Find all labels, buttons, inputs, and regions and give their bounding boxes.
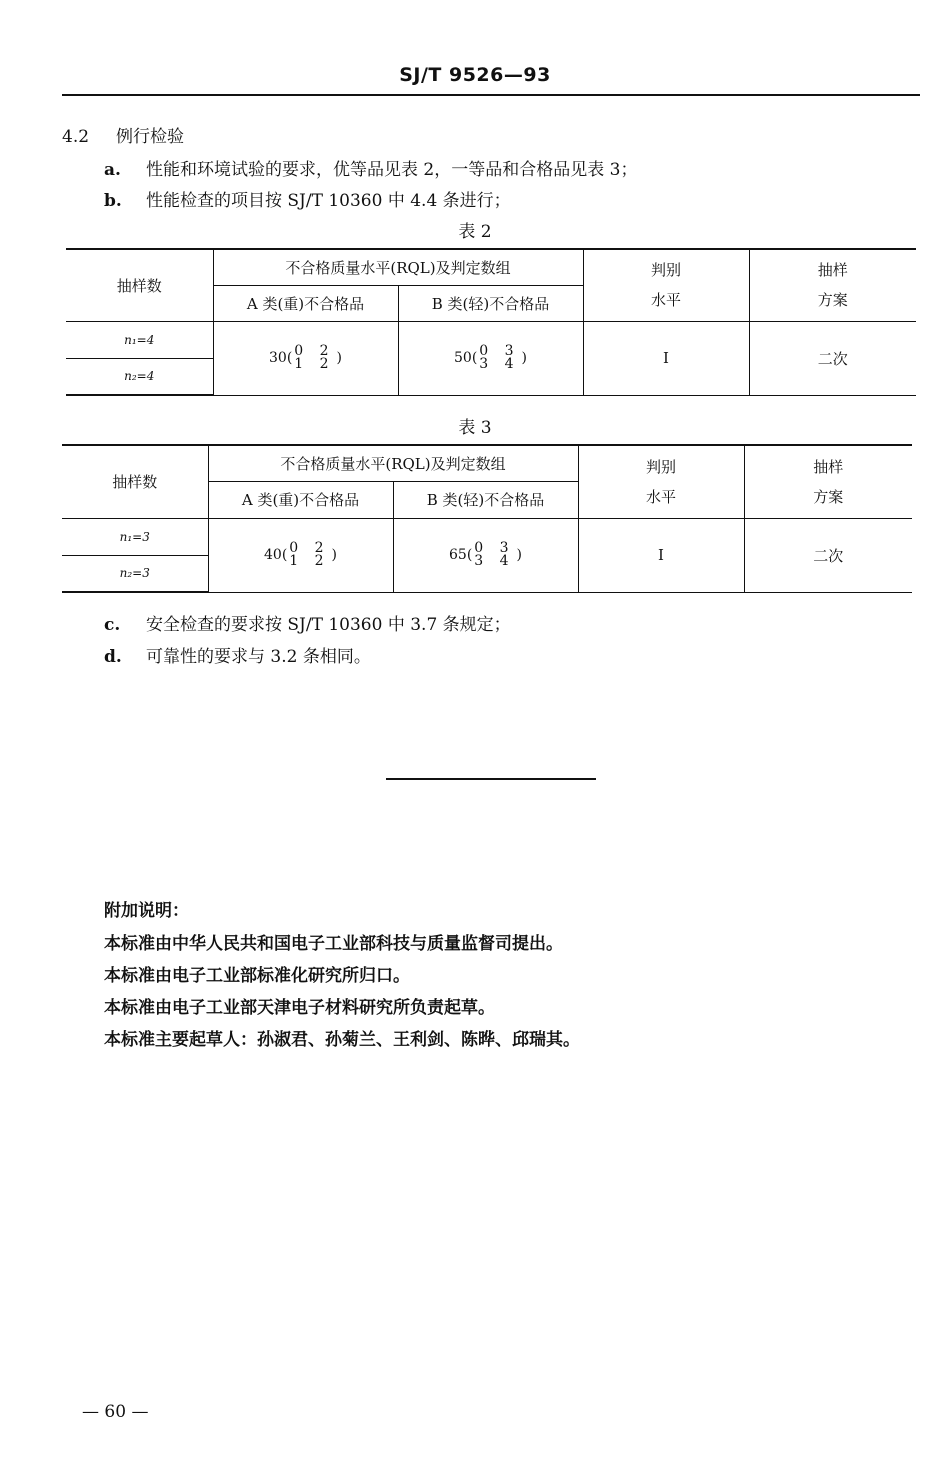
class-a-row1: 0 2 bbox=[294, 343, 335, 359]
section-number: 4.2 bbox=[62, 127, 90, 147]
header-plan-line2: 方案 bbox=[813, 487, 844, 506]
table-2 bbox=[66, 248, 916, 396]
header-level bbox=[583, 249, 749, 321]
header-rql: 不合格质量水平(RQL)及判定数组 bbox=[208, 445, 578, 481]
class-b-criteria: 65 ( 0 3 3 4 ) bbox=[393, 518, 578, 592]
header-plan-line1: 抽样 bbox=[817, 261, 848, 280]
class-b-rql: 65 bbox=[448, 547, 467, 563]
class-b-row2: 3 4 bbox=[474, 553, 515, 569]
end-of-text-rule bbox=[386, 778, 596, 780]
section-title: 例行检验 bbox=[116, 127, 184, 147]
notes-line: 本标准主要起草人：孙淑君、孙菊兰、王利剑、陈晔、邱瑞其。 bbox=[104, 1030, 580, 1050]
class-b-row1: 0 3 bbox=[474, 540, 515, 556]
notes-line: 本标准由电子工业部标准化研究所归口。 bbox=[104, 966, 410, 986]
class-a-criteria: 40 ( 0 2 1 2 ) bbox=[208, 518, 393, 592]
class-a-row2: 1 2 bbox=[294, 356, 335, 372]
header-level-line1: 判别 bbox=[650, 261, 681, 280]
class-a-rql: 30 bbox=[268, 350, 287, 366]
header-plan bbox=[744, 445, 912, 518]
header-plan-line1: 抽样 bbox=[813, 457, 844, 476]
notes-line: 本标准由中华人民共和国电子工业部科技与质量监督司提出。 bbox=[104, 934, 563, 954]
header-plan-line2: 方案 bbox=[817, 291, 848, 310]
class-b-row2: 3 4 bbox=[479, 356, 520, 372]
table-3-caption: 表 3 bbox=[458, 418, 492, 438]
header-class-a: A 类(重)不合格品 bbox=[213, 285, 398, 321]
list-item-b bbox=[104, 186, 511, 211]
class-a-criteria: 30 ( 0 2 1 2 ) bbox=[213, 321, 398, 395]
list-marker: a. bbox=[104, 160, 121, 180]
page-number: — 60 — bbox=[82, 1402, 149, 1422]
class-a-row2: 1 2 bbox=[289, 553, 330, 569]
sample-n2: n₂=3 bbox=[62, 555, 208, 592]
inspection-level: I bbox=[578, 518, 744, 592]
list-marker: c. bbox=[104, 615, 121, 635]
class-b-criteria: 50 ( 0 3 3 4 ) bbox=[398, 321, 583, 395]
header-class-b: B 类(轻)不合格品 bbox=[398, 285, 583, 321]
list-item-d bbox=[104, 642, 371, 667]
notes-title: 附加说明： bbox=[104, 901, 189, 921]
sample-n1: n₁=4 bbox=[66, 321, 213, 358]
header-rql: 不合格质量水平(RQL)及判定数组 bbox=[213, 249, 583, 285]
header-divider bbox=[62, 94, 920, 96]
header-class-a: A 类(重)不合格品 bbox=[208, 481, 393, 518]
list-text: 性能和环境试验的要求，优等品见表 2，一等品和合格品见表 3； bbox=[146, 160, 638, 180]
list-text: 性能检查的项目按 SJ/T 10360 中 4.4 条进行； bbox=[146, 191, 511, 211]
header-sample-count: 抽样数 bbox=[62, 445, 208, 518]
list-item-a bbox=[104, 155, 637, 180]
list-marker: b. bbox=[104, 191, 122, 211]
list-text: 可靠性的要求与 3.2 条相同。 bbox=[146, 647, 371, 667]
header-level-line2: 水平 bbox=[645, 487, 676, 506]
header-level-line2: 水平 bbox=[650, 291, 681, 310]
header-level-line1: 判别 bbox=[645, 457, 676, 476]
sampling-plan: 二次 bbox=[744, 518, 912, 592]
list-text: 安全检查的要求按 SJ/T 10360 中 3.7 条规定； bbox=[146, 615, 511, 635]
section-heading bbox=[62, 122, 184, 147]
table-3 bbox=[62, 444, 912, 593]
sample-n1: n₁=3 bbox=[62, 518, 208, 555]
table-2-caption: 表 2 bbox=[458, 222, 492, 242]
class-a-rql: 40 bbox=[263, 547, 282, 563]
header-level bbox=[578, 445, 744, 518]
document-code: SJ/T 9526—93 bbox=[399, 64, 551, 86]
sampling-plan: 二次 bbox=[749, 321, 916, 395]
header-plan bbox=[749, 249, 916, 321]
class-b-row1: 0 3 bbox=[479, 343, 520, 359]
list-marker: d. bbox=[104, 647, 122, 667]
class-a-row1: 0 2 bbox=[289, 540, 330, 556]
list-item-c bbox=[104, 610, 511, 635]
header-sample-count: 抽样数 bbox=[66, 249, 213, 321]
sample-n2: n₂=4 bbox=[66, 358, 213, 395]
header-class-b: B 类(轻)不合格品 bbox=[393, 481, 578, 518]
class-b-rql: 50 bbox=[453, 350, 472, 366]
notes-line: 本标准由电子工业部天津电子材料研究所负责起草。 bbox=[104, 998, 495, 1018]
inspection-level: I bbox=[583, 321, 749, 395]
